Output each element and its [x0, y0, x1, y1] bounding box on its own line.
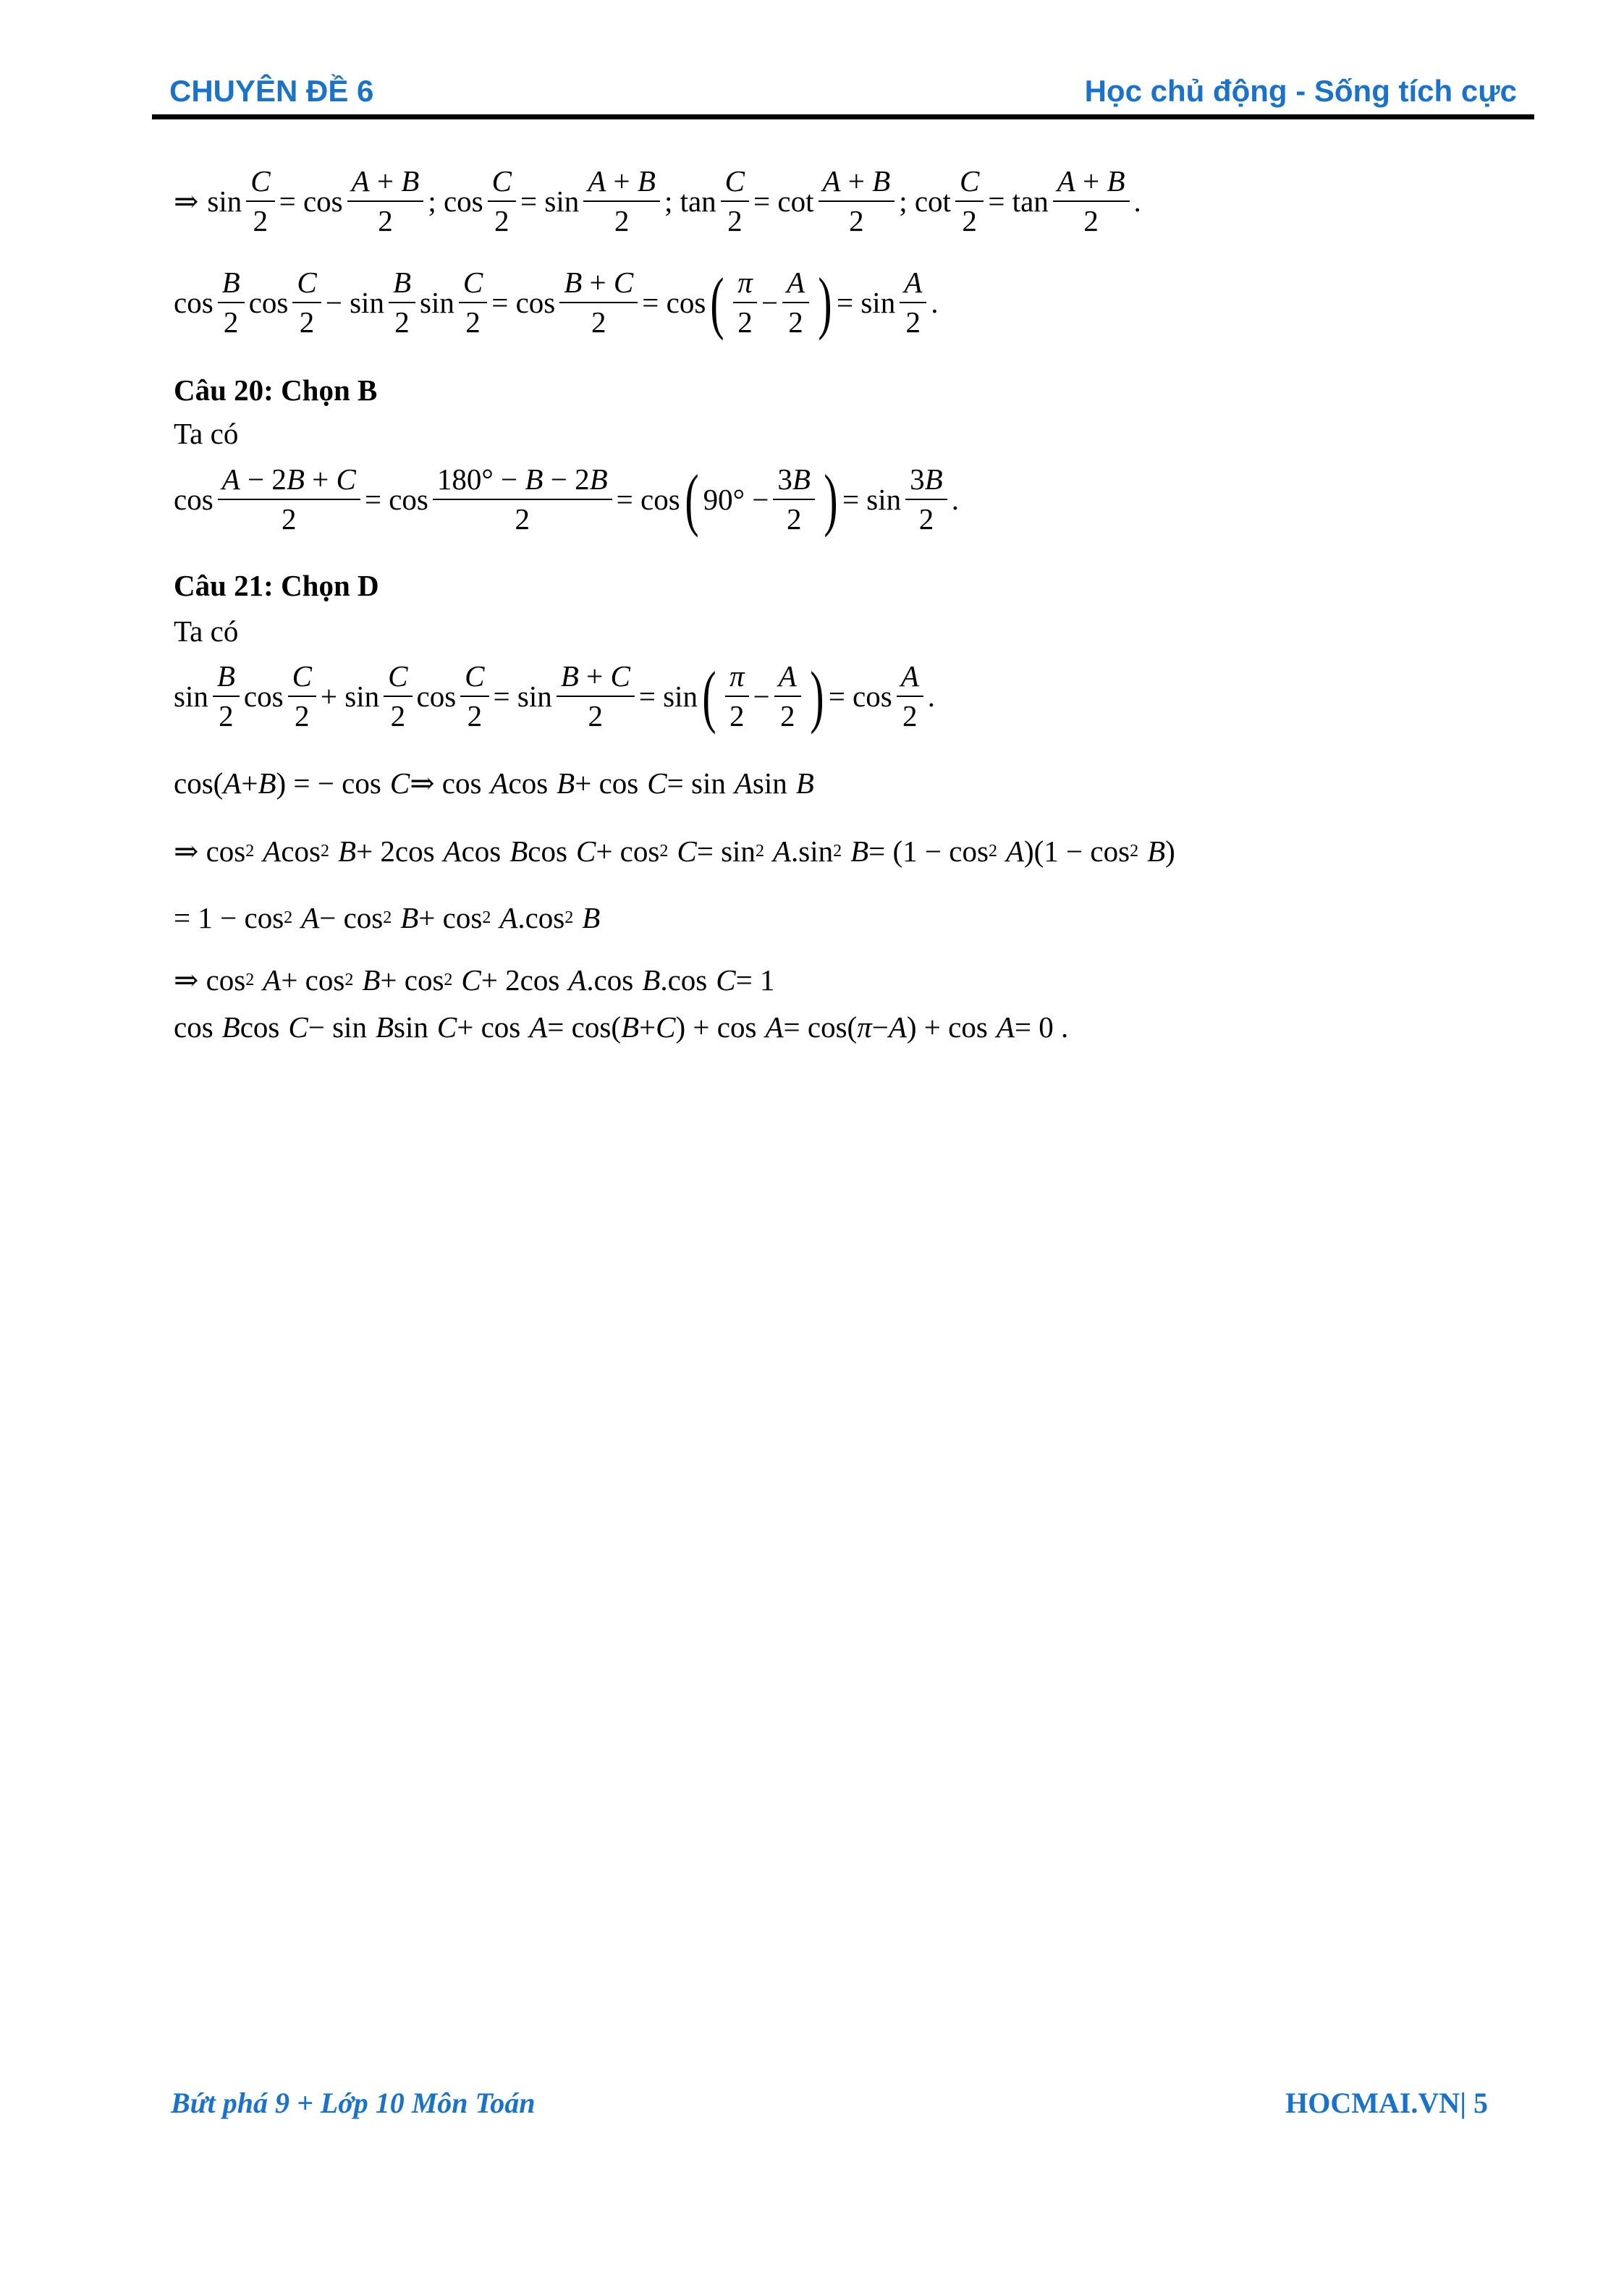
formula-q21-line-3: ⇒ cos 2 A cos 2 B + 2cos A cos B cos C + cos 2 C = sin 2 A .sin 2 B = (1 − cos 2 A )(1 − cos 2 B ) — [174, 834, 1175, 868]
formula-q21-line-6: cos B cos C − sin B sin C + cos A = cos( B + C ) + cos A = cos( π − A ) + cos A = 0 . — [174, 1010, 1069, 1044]
footer-course-name: Bứt phá 9 + Lớp 10 Môn Toán — [171, 2087, 536, 2119]
question-21-intro: Ta có — [174, 614, 239, 648]
formula-q20: cos $\frac{A - 2B + C}{2}$ = cos $\frac{180^\circ - B - 2B}{2}$ = cos ( 90° − $\frac{3B}{2}$ ) = sin $\frac{3B}{2}$ . — [174, 460, 959, 538]
formula-q21-line-1: sin $\frac{B}{2}$ cos $\frac{C}{2}$ + sin $\frac{C}{2}$ cos $\frac{C}{2}$ = sin $\frac{B + C}{2}$ = sin ( $\frac{\pi}{2}$ − $\frac{A}{2}$ ) = cos $\frac{A}{2}$ . — [174, 657, 936, 735]
formula-line-2: cos $\frac{B}{2}$ cos $\frac{C}{2}$ − sin $\frac{B}{2}$ sin $\frac{C}{2}$ = cos $\frac{B + C}{2}$ = cos ( $\frac{\pi}{2}$ − $\frac{A}{2}$ ) = sin $\frac{A}{2}$ . — [174, 263, 939, 342]
formula-q21-line-4: = 1 − cos 2 A − cos 2 B + cos 2 A .cos 2 B — [174, 901, 601, 934]
formula-q21-line-5: ⇒ cos 2 A + cos 2 B + cos 2 C + 2cos A .cos B .cos C = 1 — [174, 963, 775, 997]
footer-page-info: HOCMAI.VN| 5 — [1285, 2087, 1488, 2119]
formula-q21-line-2: cos( A + B ) = − cos C ⇒ cos A cos B + cos C = sin A sin B — [174, 766, 814, 800]
formula-line-1: ⇒ sin $\frac{C}{2}$ = cos $\frac{A + B}{2}$ ; cos $\frac{C}{2}$ = sin $\frac{A + B}{2}$ ; tan $\frac{C}{2}$ = cot $\frac{A + B}{2}$ ; cot $\frac{C}{2}$ = tan $\frac{A + B}{2}$ . — [174, 164, 1141, 238]
question-21-title: Câu 21: Chọn D — [174, 569, 379, 602]
question-20-title: Câu 20: Chọn B — [174, 373, 378, 407]
header-chapter-title: CHUYÊN ĐỀ 6 — [169, 74, 374, 108]
question-20-intro: Ta có — [174, 417, 239, 450]
header-divider — [152, 114, 1534, 119]
header-slogan: Học chủ động - Sống tích cực — [1084, 74, 1517, 108]
